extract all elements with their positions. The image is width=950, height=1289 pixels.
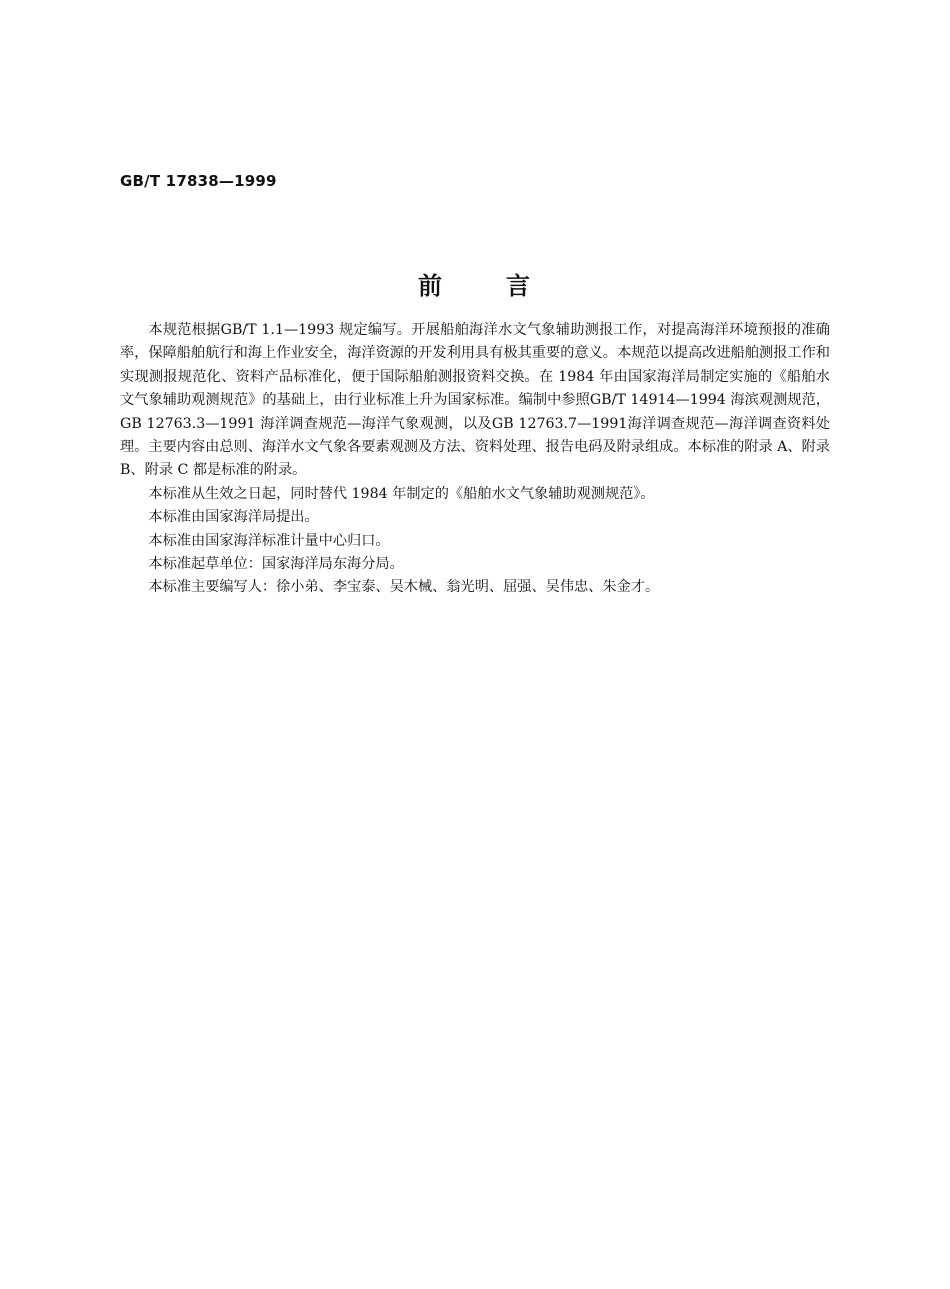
title-char-1: 前: [418, 272, 444, 300]
paragraph-intro: 本规范根据GB/T 1.1—1993 规定编写。开展船舶海洋水文气象辅助测报工作，对提高海洋环境预报的准确率，保障船舶航行和海上作业安全，海洋资源的开发利用具有极其重要的意义。本规范以提高改进船舶测报工作和实现测报规范化、资料产品标准化，便于国际船舶测报资料交换。在 1984 年由国家海洋局制定实施的《船舶水文气象辅助观测规范》的基础上，由行业标准上升为国家标准。编制中参照GB/T 14914—1994 海滨观测规范，GB 12763.3—1991 海洋调查规范—海洋气象观测，以及GB 12763.7—1991海洋调查规范—海洋调查资料处理。主要内容由总则、海洋水文气象各要素观测及方法、资料处理、报告电码及附录组成。本标准的附录 A、附录 B、附录 C 都是标准的附录。: [120, 322, 830, 479]
paragraph-administrator: 本标准由国家海洋标准计量中心归口。: [148, 532, 390, 549]
paragraph-authors: 本标准主要编写人：徐小弟、李宝泰、吴木械、翁光明、屈强、吴伟忠、朱金才。: [148, 579, 660, 596]
paragraph-drafting-unit: 本标准起草单位：国家海洋局东海分局。: [148, 556, 404, 573]
foreword-body: [120, 319, 830, 600]
paragraph-effective: 本标准从生效之日起，同时替代 1984 年制定的《船舶水文气象辅助观测规范》。: [148, 485, 655, 502]
page-title: [0, 266, 950, 301]
paragraph-proposer: 本标准由国家海洋局提出。: [148, 509, 319, 526]
standard-code: GB/T 17838—1999: [120, 172, 277, 190]
title-char-2: 言: [506, 272, 532, 300]
